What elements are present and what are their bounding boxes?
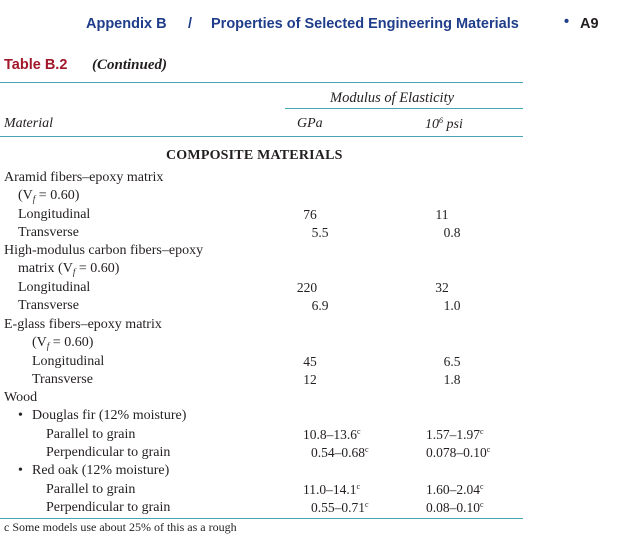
header-dot-icon: • [564,14,570,30]
appendix-label: Appendix B [86,16,167,32]
fir-parallel-label: Parallel to grain [46,427,136,442]
material-wood: Wood [4,390,38,405]
fir-perpendicular-label: Perpendicular to grain [46,445,171,460]
aramid-longitudinal-label: Longitudinal [18,207,91,222]
footnote: c Some models use about 25% of this as a rough [4,520,237,534]
wood-red-oak: Red oak (12% moisture) [32,463,170,478]
oak-parallel-gpa: 11.0–14.1$^c$ [303,482,361,497]
material-eglass: E-glass fibers–epoxy matrix [4,317,162,332]
page-title: Properties of Selected Engineering Materials [211,16,519,32]
modulus-group-header: Modulus of Elasticity [330,90,455,106]
aramid-longitudinal-psi: 11 [435,207,449,222]
carbon-longitudinal-gpa: 220 [296,280,318,295]
carbon-transverse-label: Transverse [18,298,79,313]
table-bottom-rule [0,518,523,519]
oak-perpendicular-gpa: 0.55–0.71$^c$ [311,500,369,515]
table-top-rule [0,82,523,83]
fir-perpendicular-psi: 0.078–0.10$^c$ [426,445,491,460]
section-title: COMPOSITE MATERIALS [166,148,343,163]
column-header-psi: $10^6$ psi [425,116,463,132]
oak-perpendicular-label: Perpendicular to grain [46,500,171,515]
material-aramid: Aramid fibers–epoxy matrix [4,170,164,185]
material-carbon: High-modulus carbon fibers–epoxy [4,243,204,258]
table-continued: (Continued) [92,57,168,73]
oak-bullet-icon: • [18,463,23,478]
oak-parallel-psi: 1.60–2.04$^c$ [426,482,484,497]
wood-douglas-fir: Douglas fir (12% moisture) [32,408,187,423]
carbon-transverse-gpa: 6.9 [311,298,329,313]
aramid-longitudinal-gpa: 76 [303,207,317,222]
eglass-transverse-gpa: 12 [303,372,317,387]
page-number: A9 [580,16,599,32]
eglass-longitudinal-gpa: 45 [303,354,317,369]
column-header-material: Material [4,116,53,131]
eglass-longitudinal-psi: 6.5 [443,354,461,369]
fir-parallel-gpa: 10.8–13.6$^c$ [303,427,361,442]
oak-perpendicular-psi: 0.08–0.10$^c$ [426,500,484,515]
fir-parallel-psi: 1.57–1.97$^c$ [426,427,484,442]
oak-parallel-label: Parallel to grain [46,482,136,497]
carbon-longitudinal-psi: 32 [435,280,449,295]
eglass-volume-fraction: $(V_f = 0.60)$ [32,335,94,351]
carbon-transverse-psi: 1.0 [443,298,461,313]
aramid-volume-fraction: $(V_f = 0.60)$ [18,188,80,204]
eglass-transverse-psi: 1.8 [443,372,461,387]
column-header-gpa: GPa [297,116,323,131]
carbon-volume-fraction: matrix $(V_f = 0.60)$ [18,261,120,277]
group-header-rule [285,108,523,109]
fir-bullet-icon: • [18,408,23,423]
eglass-transverse-label: Transverse [32,372,93,387]
aramid-transverse-psi: 0.8 [443,225,461,240]
header-separator: / [188,16,193,32]
carbon-longitudinal-label: Longitudinal [18,280,91,295]
aramid-transverse-label: Transverse [18,225,79,240]
eglass-longitudinal-label: Longitudinal [32,354,105,369]
fir-perpendicular-gpa: 0.54–0.68$^c$ [311,445,369,460]
table-label: Table B.2 [4,57,68,73]
header-bottom-rule [0,136,523,137]
aramid-transverse-gpa: 5.5 [311,225,329,240]
